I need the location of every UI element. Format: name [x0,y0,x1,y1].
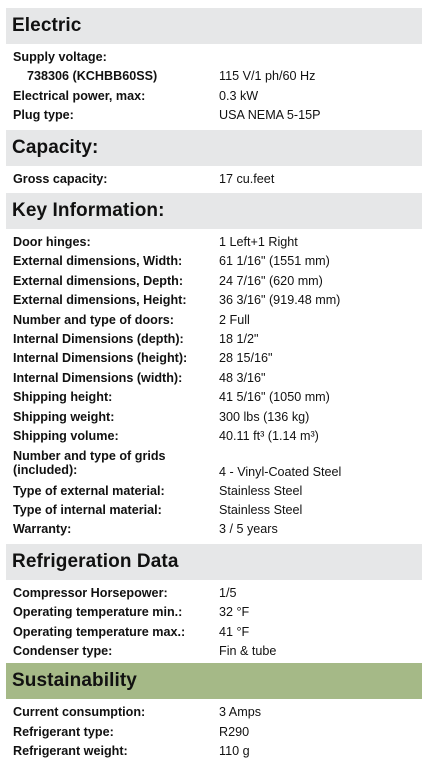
spec-label: Operating temperature min.: [13,605,183,620]
spec-value: 17 cu.feet [219,171,275,186]
section-sustainability [6,699,422,765]
spec-label: Operating temperature max.: [13,624,186,639]
spec-label [6,447,219,477]
spec-value: Stainless Steel [219,502,303,517]
spec-label: 738306 (KCHBB60SS) [27,69,158,84]
spec-value: 2 Full [219,312,250,327]
spec-value: 24 7/16" (620 mm) [219,273,323,288]
spec-row-external-width [6,252,422,271]
spec-label: Type of external material: [13,483,165,498]
spec-row-plug-type [6,106,422,125]
spec-row-refrigerant-weight [6,742,422,761]
spec-row-external-material [6,482,422,501]
spec-label: Electrical power, max: [13,88,146,103]
spec-value: 28 15/16" [219,351,273,366]
spec-value: USA NEMA 5-15P [219,108,321,123]
spec-label: Internal Dimensions (width): [13,370,183,385]
spec-value: 1 Left+1 Right [219,235,298,250]
spec-row-operating-temp-max [6,623,422,642]
spec-value: 110 g [219,744,250,759]
spec-value: 41 °F [219,624,250,639]
spec-label-line: Number and type of grids [13,448,166,463]
spec-value: 61 1/16" (1551 mm) [219,254,330,269]
spec-label: External dimensions, Height: [13,293,187,308]
spec-row-warranty [6,520,422,539]
spec-value: 18 1/2" [219,332,259,347]
spec-label: Current consumption: [13,705,146,720]
section-refrigeration-data [6,580,422,664]
spec-label: Internal Dimensions (height): [13,351,188,366]
spec-label: Warranty: [13,522,72,537]
spec-label: Supply voltage: [13,50,107,64]
spec-label: Plug type: [13,108,74,123]
spec-row-external-depth [6,272,422,291]
spec-label: Refrigerant weight: [13,744,128,759]
spec-label: Shipping weight: [13,409,115,424]
spec-value: R290 [219,724,250,739]
spec-row-condenser-type [6,642,422,661]
spec-row-internal-height [6,349,422,368]
spec-label: Condenser type: [13,643,113,658]
spec-value: 36 3/16" (919.48 mm) [219,293,341,308]
spec-value: Fin & tube [219,643,277,658]
spec-row-external-height [6,291,422,310]
spec-label: Refrigerant type: [13,724,114,739]
spec-value: 48 3/16" [219,370,266,385]
spec-value: 3 / 5 years [219,522,278,537]
spec-value: 1/5 [219,585,237,600]
spec-value: 4 - Vinyl-Coated Steel [219,464,342,479]
spec-label: External dimensions, Depth: [13,273,184,288]
spec-row-door-hinges [6,233,422,252]
spec-value: 115 V/1 ph/60 Hz [219,69,316,84]
spec-row-compressor-horsepower [6,584,422,603]
spec-row-shipping-height [6,388,422,407]
spec-value: 40.11 ft³ (1.14 m³) [219,429,319,444]
spec-label: External dimensions, Width: [13,254,183,269]
spec-row-internal-width [6,369,422,388]
spec-row-model [6,67,422,86]
spec-row-internal-depth [6,330,422,349]
section-header-key-information: Key Information: [6,193,422,229]
spec-row-gross-capacity [6,170,422,189]
spec-row-supply-voltage [6,48,422,67]
section-key-information [6,229,422,544]
spec-label-line: (included): [13,462,78,477]
spec-value: 3 Amps [219,705,261,720]
section-capacity [6,166,422,193]
section-electric [6,44,422,130]
section-header-refrigeration-data: Refrigeration Data [6,544,422,580]
section-header-sustainability: Sustainability [6,663,422,699]
spec-row-current-consumption [6,703,422,722]
spec-row-shipping-weight [6,408,422,427]
spec-row-internal-material [6,501,422,520]
spec-label: Number and type of doors: [13,312,174,327]
spec-row-operating-temp-min [6,603,422,622]
section-header-capacity: Capacity: [6,130,422,166]
spec-value: Stainless Steel [219,483,303,498]
spec-value: 0.3 kW [219,88,259,103]
spec-value: 41 5/16" (1050 mm) [219,390,330,405]
spec-label: Compressor Horsepower: [13,585,168,600]
spec-label: Gross capacity: [13,171,108,186]
spec-label: Type of internal material: [13,502,162,517]
spec-label: Shipping height: [13,390,113,405]
spec-row-doors [6,311,422,330]
spec-value: 32 °F [219,605,250,620]
spec-value: 300 lbs (136 kg) [219,409,310,424]
spec-row-shipping-volume [6,427,422,446]
spec-row-refrigerant-type [6,723,422,742]
spec-row-grids [6,447,422,482]
spec-label: Door hinges: [13,235,91,250]
spec-label: Shipping volume: [13,429,119,444]
spec-label: Internal Dimensions (depth): [13,332,184,347]
spec-row-electrical-power [6,87,422,106]
section-header-electric: Electric [6,8,422,44]
